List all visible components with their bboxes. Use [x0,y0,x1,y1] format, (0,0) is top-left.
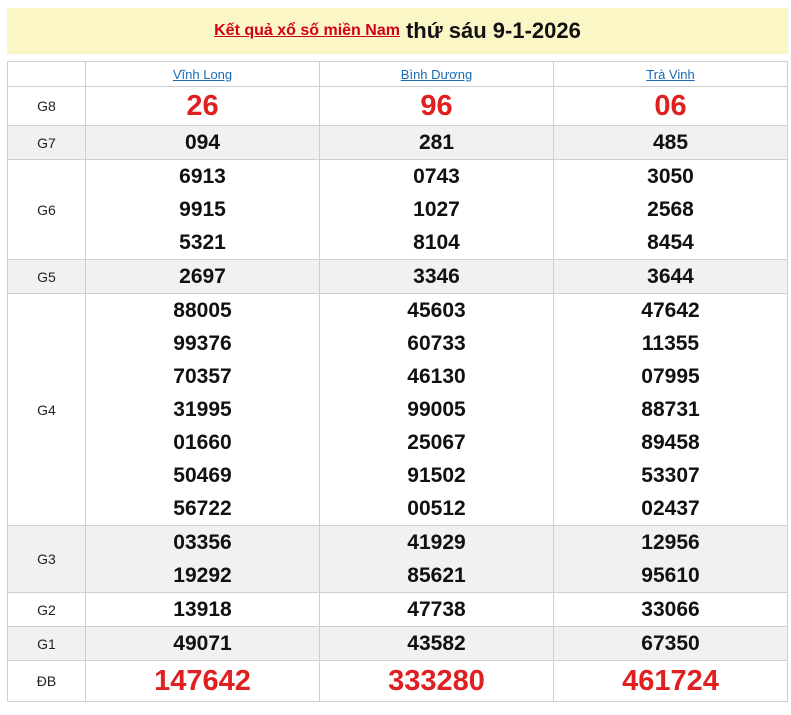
results-panel [7,8,788,702]
winning-number: 03356 [173,531,232,554]
prize-cell [86,126,320,160]
prize-label: G2 [8,593,86,627]
prize-cell [320,294,554,526]
prize-cell [86,526,320,593]
prize-cell [554,294,788,526]
winning-number: 13918 [173,598,232,621]
province-link-binh-duong[interactable]: Bình Dương [400,66,473,82]
winning-number: 56722 [173,497,232,520]
results-table [7,61,788,702]
prize-row-db [8,661,788,702]
prize-label: G3 [8,526,86,593]
winning-number: 45603 [407,299,466,322]
prize-cell [86,661,320,702]
prize-cell [554,526,788,593]
winning-number: 01660 [173,431,232,454]
prize-row-g6 [8,160,788,260]
winning-number: 50469 [173,464,232,487]
prize-row-g4 [8,294,788,526]
winning-number: 95610 [641,564,700,587]
prize-cell [86,160,320,260]
prize-row-g1 [8,627,788,661]
winning-number: 26 [186,90,219,122]
prize-cell [86,627,320,661]
winning-number: 99005 [407,398,466,421]
prize-label: G5 [8,260,86,294]
prize-cell [554,627,788,661]
winning-number: 8454 [647,231,694,254]
winning-number: 12956 [641,531,700,554]
prize-cell [86,593,320,627]
winning-number: 07995 [641,365,700,388]
prize-cell [554,260,788,294]
province-header [86,62,320,87]
winning-number: 11355 [641,332,700,355]
prize-cell [320,593,554,627]
winning-number: 43582 [407,632,466,655]
prize-cell [320,661,554,702]
province-link-tra-vinh[interactable]: Trà Vinh [646,66,695,82]
prize-label: ĐB [8,661,86,702]
prize-cell [554,126,788,160]
region-results-link[interactable]: Kết quả xổ số miền Nam [214,22,400,39]
winning-number: 67350 [641,632,700,655]
winning-number: 9915 [179,198,226,221]
prize-cell [320,160,554,260]
prize-label: G4 [8,294,86,526]
prize-row-g3 [8,526,788,593]
winning-number: 91502 [407,464,466,487]
corner-cell [8,62,86,87]
winning-number: 6913 [179,165,226,188]
prize-cell [86,260,320,294]
province-link-vinh-long[interactable]: Vĩnh Long [172,66,233,82]
prize-row-g2 [8,593,788,627]
winning-number: 2568 [647,198,694,221]
province-header [554,62,788,87]
prize-label: G7 [8,126,86,160]
winning-number: 53307 [641,464,700,487]
winning-number: 8104 [413,231,460,254]
prize-cell [554,661,788,702]
winning-number: 2697 [179,265,226,288]
winning-number: 60733 [407,332,466,355]
winning-number: 46130 [407,365,466,388]
prize-cell [554,160,788,260]
winning-number: 485 [652,131,689,154]
winning-number: 5321 [179,231,226,254]
winning-number: 88005 [173,299,232,322]
prize-cell [320,260,554,294]
prize-row-g7 [8,126,788,160]
prize-row-g5 [8,260,788,294]
prize-label: G1 [8,627,86,661]
prize-rows [8,87,788,702]
winning-number: 3346 [413,265,460,288]
winning-number: 47738 [407,598,466,621]
winning-number: 85621 [407,564,466,587]
winning-number: 00512 [407,497,466,520]
winning-number: 147642 [154,665,251,697]
winning-number: 3644 [647,265,694,288]
winning-number: 333280 [388,665,485,697]
prize-cell [320,87,554,126]
winning-number: 06 [654,90,687,122]
winning-number: 1027 [413,198,460,221]
winning-number: 281 [418,131,455,154]
winning-number: 461724 [622,665,719,697]
prize-label: G6 [8,160,86,260]
winning-number: 02437 [641,497,700,520]
prize-cell [554,593,788,627]
prize-cell [320,526,554,593]
province-header-row [8,62,788,87]
winning-number: 19292 [173,564,232,587]
winning-number: 47642 [641,299,700,322]
winning-number: 49071 [173,632,232,655]
prize-cell [320,126,554,160]
winning-number: 96 [420,90,453,122]
province-header [320,62,554,87]
draw-date: thứ sáu 9-1-2026 [405,18,581,43]
winning-number: 88731 [641,398,700,421]
winning-number: 3050 [647,165,694,188]
winning-number: 094 [184,131,221,154]
winning-number: 89458 [641,431,700,454]
winning-number: 33066 [641,598,700,621]
results-header [7,8,788,54]
winning-number: 25067 [407,431,466,454]
prize-row-g8 [8,87,788,126]
winning-number: 99376 [173,332,232,355]
prize-cell [86,294,320,526]
prize-label: G8 [8,87,86,126]
prize-cell [320,627,554,661]
winning-number: 70357 [173,365,232,388]
prize-cell [86,87,320,126]
prize-cell [554,87,788,126]
winning-number: 31995 [173,398,232,421]
winning-number: 41929 [407,531,466,554]
winning-number: 0743 [413,165,460,188]
